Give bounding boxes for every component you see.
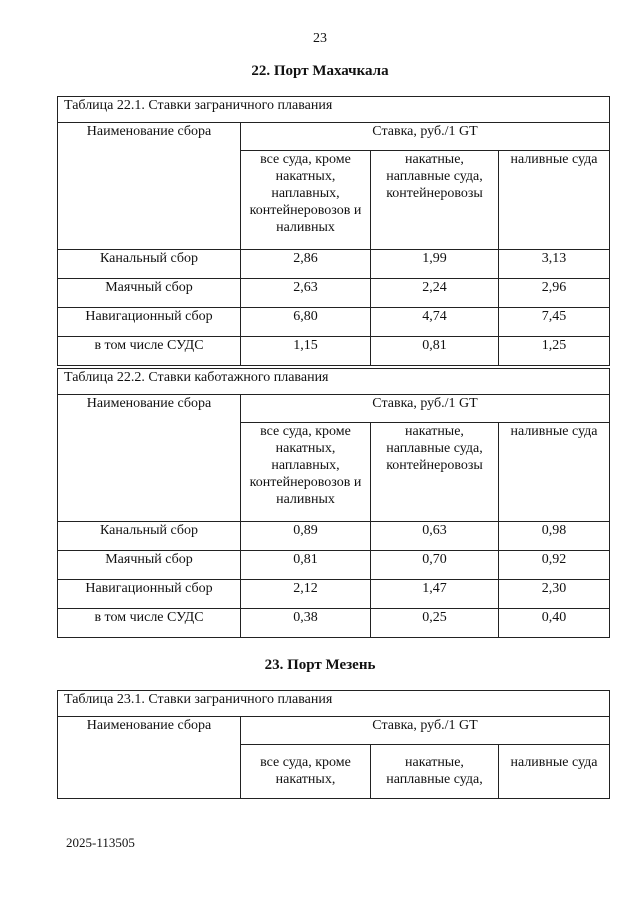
- subheader-roro-container: накатные, наплавные суда, контейнеровозы: [371, 151, 499, 250]
- table-row: [58, 609, 610, 638]
- subheader-roro-container: накатные, наплавные суда, контейнеровозы: [371, 423, 499, 522]
- row-name: Навигационный сбор: [58, 308, 241, 337]
- row-name: Навигационный сбор: [58, 580, 241, 609]
- table-22-2: [57, 368, 610, 638]
- row-value: 1,47: [371, 580, 499, 609]
- table-row: [58, 308, 610, 337]
- header-rate: Ставка, руб./1 GT: [241, 123, 610, 151]
- row-value: 2,24: [371, 279, 499, 308]
- section-title-makhachkala: 22. Порт Махачкала: [251, 63, 389, 79]
- row-value: 6,80: [241, 308, 371, 337]
- page-number: 23: [313, 31, 327, 46]
- row-value: 2,96: [499, 279, 610, 308]
- subheader-tankers: наливные суда: [499, 745, 610, 799]
- row-value: 0,98: [499, 522, 610, 551]
- subheader-all-vessels: все суда, кроме накатных, наплавных, контейнеровозов и наливных: [241, 151, 371, 250]
- table-caption: Таблица 23.1. Ставки заграничного плавания: [58, 691, 610, 717]
- table-row: [58, 551, 610, 580]
- document-code: 2025-113505: [66, 835, 135, 850]
- table-caption: Таблица 22.2. Ставки каботажного плавания: [58, 369, 610, 395]
- row-value: 0,81: [371, 337, 499, 366]
- row-value: 2,86: [241, 250, 371, 279]
- row-value: 0,81: [241, 551, 371, 580]
- row-value: 2,63: [241, 279, 371, 308]
- header-fee-name: Наименование сбора: [58, 395, 241, 522]
- row-name: Канальный сбор: [58, 250, 241, 279]
- section-title-mezen: 23. Порт Мезень: [264, 657, 376, 673]
- table-23-1: [57, 690, 610, 799]
- row-value: 2,30: [499, 580, 610, 609]
- table-row: [58, 279, 610, 308]
- row-value: 0,25: [371, 609, 499, 638]
- header-fee-name: Наименование сбора: [58, 123, 241, 250]
- row-value: 0,40: [499, 609, 610, 638]
- row-name: в том числе СУДС: [58, 337, 241, 366]
- table-row: [58, 250, 610, 279]
- row-value: 0,89: [241, 522, 371, 551]
- header-rate: Ставка, руб./1 GT: [241, 717, 610, 745]
- row-value: 0,70: [371, 551, 499, 580]
- row-name: Маячный сбор: [58, 551, 241, 580]
- table-row: [58, 337, 610, 366]
- table-caption: Таблица 22.1. Ставки заграничного плавания: [58, 97, 610, 123]
- subheader-roro-container: накатные, наплавные суда,: [371, 745, 499, 799]
- row-value: 1,25: [499, 337, 610, 366]
- row-value: 4,74: [371, 308, 499, 337]
- row-value: 0,63: [371, 522, 499, 551]
- row-value: 7,45: [499, 308, 610, 337]
- header-fee-name: Наименование сбора: [58, 717, 241, 799]
- subheader-tankers: наливные суда: [499, 151, 610, 250]
- row-value: 2,12: [241, 580, 371, 609]
- header-rate: Ставка, руб./1 GT: [241, 395, 610, 423]
- row-value: 1,15: [241, 337, 371, 366]
- row-value: 3,13: [499, 250, 610, 279]
- subheader-all-vessels: все суда, кроме накатных, наплавных, контейнеровозов и наливных: [241, 423, 371, 522]
- table-row: [58, 580, 610, 609]
- row-name: в том числе СУДС: [58, 609, 241, 638]
- subheader-tankers: наливные суда: [499, 423, 610, 522]
- row-value: 0,38: [241, 609, 371, 638]
- row-name: Маячный сбор: [58, 279, 241, 308]
- row-name: Канальный сбор: [58, 522, 241, 551]
- row-value: 1,99: [371, 250, 499, 279]
- table-22-1: [57, 96, 610, 366]
- subheader-all-vessels: все суда, кроме накатных,: [241, 745, 371, 799]
- row-value: 0,92: [499, 551, 610, 580]
- table-row: [58, 522, 610, 551]
